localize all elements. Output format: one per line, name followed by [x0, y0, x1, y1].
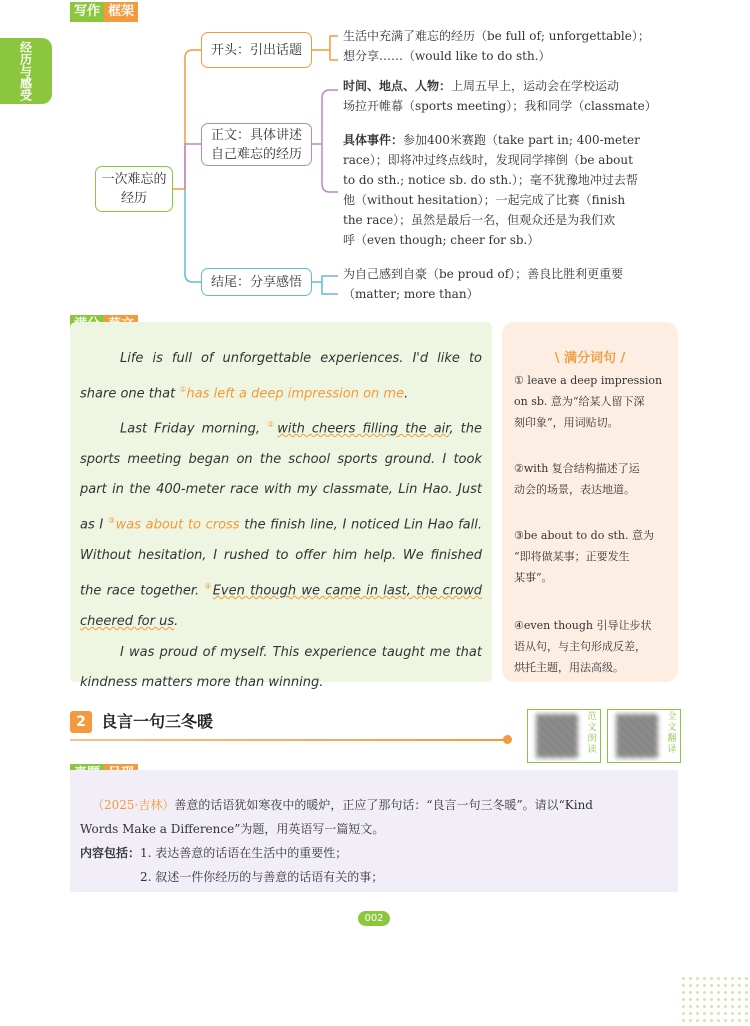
detail-line: to do sth.; notice sb. do sth.）；毫不犹豫地冲过去帮: [343, 173, 638, 187]
detail-line: 生活中充满了难忘的经历（be full of; unforgettable）；: [343, 29, 650, 43]
note-marker: ②: [267, 419, 278, 429]
root-label: 一次难忘的: [101, 172, 167, 187]
body-label: 自己难忘的经历: [210, 146, 302, 162]
detail-line: the race）；虽然是最后一名，但观众还是为我们欢: [343, 213, 616, 227]
note-line: “即将做某事；正要发生: [514, 550, 630, 563]
essay-text: .: [404, 386, 409, 402]
decorative-dots: [680, 975, 750, 1026]
prompt-text: 善意的话语犹如寒夜中的暖炉，正应了那句话：“良言一句三冬暖”。请以“Kind: [174, 798, 593, 812]
note-line: ②with 复合结构描述了运: [514, 462, 640, 475]
note-marker: ④: [204, 581, 213, 591]
section-number: 2: [70, 711, 92, 733]
mindmap-node-body: [201, 123, 312, 166]
tag-label: 写作: [70, 2, 104, 22]
prompt-label: 内容包括：: [80, 846, 141, 860]
opening-label: 开头：引出话题: [210, 42, 302, 58]
detail-label: 时间、地点、人物：: [343, 79, 452, 93]
connector-open-right: [312, 36, 338, 60]
prompt-item: 2. 叙述一件你经历的与善意的话语有关的事；: [140, 870, 384, 884]
qr-label: 全文翻译: [667, 712, 677, 755]
detail-line: 呼（even though; cheer for sb.）: [343, 233, 540, 247]
essay-text: .: [174, 613, 179, 629]
note-3: [514, 525, 669, 588]
detail-line: 想分享……（would like to do sth.）: [343, 49, 551, 63]
detail-label: 具体事件：: [343, 133, 404, 147]
ending-label: 结尾：分享感悟: [210, 274, 302, 290]
sample-essay: [80, 344, 482, 699]
essay-text: Last Friday morning,: [120, 421, 268, 437]
detail-line: 上周五早上，运动会在学校运动: [451, 79, 620, 93]
note-marker: ③: [107, 516, 116, 526]
detail-line: （matter; more than）: [343, 287, 479, 301]
highlight-phrase: with cheers filling the air: [277, 421, 450, 437]
note-line: 烘托主题，用法高级。: [514, 661, 624, 674]
qr-code-reading[interactable]: [527, 709, 601, 763]
qr-code-icon: [536, 714, 578, 758]
prompt-item: 1. 表达善意的话语在生活中的重要性；: [140, 846, 348, 860]
tag-label: 框架: [104, 2, 138, 22]
body-who-detail: [343, 76, 657, 116]
note-marker: ①: [179, 384, 187, 394]
connector-end: [185, 189, 201, 282]
detail-line: 参加400米赛跑（take part in; 400-meter: [403, 133, 640, 147]
opening-detail: [343, 26, 650, 66]
ending-detail: [343, 264, 623, 304]
note-line: ③be about to do sth. 意为: [514, 529, 654, 542]
notes-title: \ 满分词句 /: [554, 351, 626, 366]
highlight-phrase: Even though we came in last, the crowd cheered for us: [80, 583, 483, 629]
note-line: 刻印象”，用词贴切。: [514, 416, 619, 429]
note-line: 某事”。: [514, 571, 553, 584]
connector-end-right: [312, 276, 338, 294]
essay-text: the finish line, I noticed Lin Hao fall. Without hesitation, I rushed to offer him help. We finished the race together.: [80, 517, 482, 599]
detail-line: 为自己感到自豪（be proud of）；善良比胜利更重要: [343, 267, 624, 281]
section-divider-dot: [503, 735, 512, 744]
essay-paragraph: [80, 410, 482, 638]
mindmap-root: [95, 166, 173, 212]
qr-code-translation[interactable]: [607, 709, 681, 763]
detail-line: race）；即将冲过终点线时，发现同学摔倒（be about: [343, 153, 633, 167]
note-line: 动会的场景，表达地道。: [514, 483, 635, 496]
essay-paragraph: I was proud of myself. This experience taught me that kindness matters more than winning.: [80, 644, 482, 691]
note-1: [514, 370, 669, 433]
detail-line: 他（without hesitation）；一起完成了比赛（finish: [343, 193, 626, 207]
qr-code-icon: [616, 714, 658, 758]
root-label: 经历: [120, 191, 147, 206]
detail-line: 场拉开帷幕（sports meeting）；我和同学（classmate）: [343, 99, 657, 113]
prompt-line: [80, 793, 676, 817]
highlight-phrase: has left a deep impression on me: [186, 386, 405, 402]
section-title: 良言一句三冬暖: [101, 712, 214, 731]
mindmap-node-opening: [201, 32, 312, 68]
note-2: [514, 458, 669, 500]
side-tab-text: 经历与: [18, 41, 33, 77]
highlight-phrase: was about to cross: [115, 517, 240, 533]
prompt-source: （2025·吉林）: [92, 798, 175, 812]
section-divider: [70, 739, 506, 741]
note-line: 语从句，与主句形成反差，: [514, 640, 646, 653]
note-4: [514, 615, 669, 678]
note-line: on sb. 意为“给某人留下深: [514, 395, 645, 408]
mindmap-node-ending: [201, 268, 312, 296]
qr-label: 范文朗读: [587, 712, 597, 755]
page-number: 002: [358, 911, 390, 926]
prompt-line: [80, 841, 676, 865]
connector-open: [173, 50, 201, 189]
connector-body-right: [312, 90, 338, 192]
essay-text: Life is full of unforgettable experiences. I'd like to share one that: [80, 351, 482, 402]
body-label: 正文：具体讲述: [210, 127, 302, 143]
note-line: ④even though 引导让步状: [514, 619, 652, 632]
connector-body: [185, 144, 201, 189]
essay-paragraph: [80, 344, 482, 410]
prompt-line: Words Make a Difference”为题，用英语写一篇短文。: [80, 822, 385, 836]
side-tab-text: 感受: [18, 77, 33, 101]
essay-text: , the sports meeting began on the school sports ground. I took part in the 400-meter race with my classmate, Lin Hao. Just as I: [80, 421, 482, 533]
body-event-detail: [343, 130, 640, 250]
note-line: ① leave a deep impression: [514, 374, 663, 387]
